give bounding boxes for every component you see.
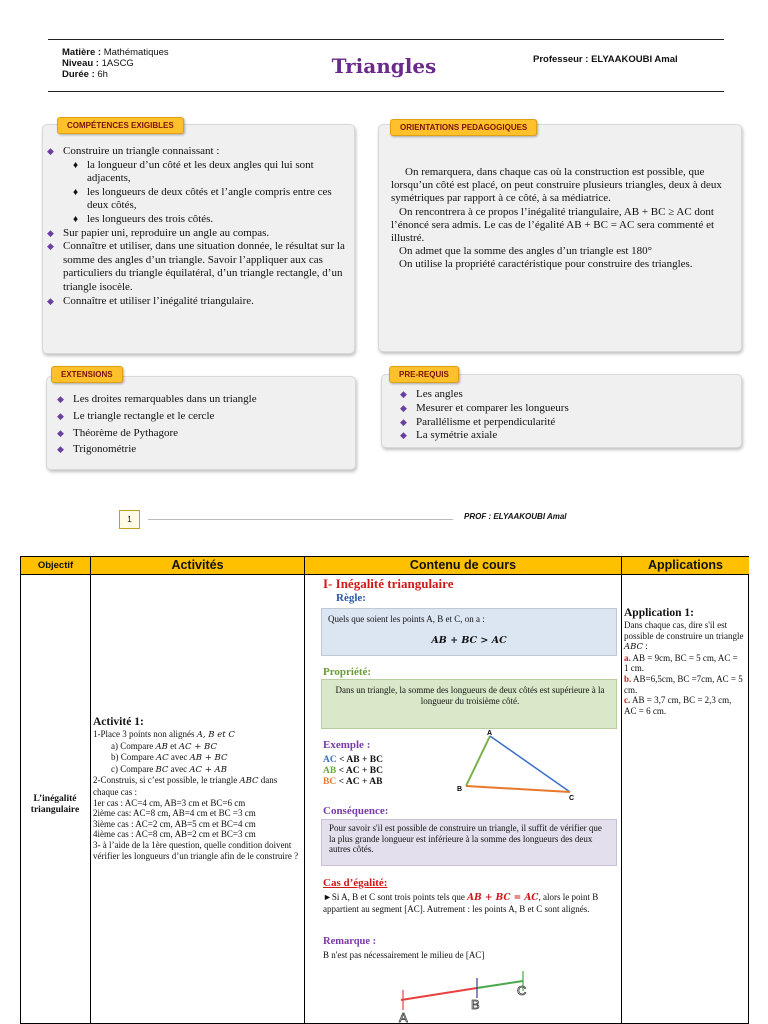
activity-question: 3- à l’aide de la 1ère question, quelle condition doivent vérifier les longueurs d’un triangle afin de le construire ? [93,839,299,861]
header-bottom-rule [48,91,724,92]
activity-line: 2-Construis, si c’est possible, le triangle [93,775,240,786]
prerequis-box [381,374,742,448]
orientation-paragraph: On remarquera, dans chaque cas où la construction est possible, que lorsqu’un côté est placé, on peut construire plusieurs triangles, deux à deux symétriques par rapport à ce côté, à sa médiatrice. [391,166,722,205]
activity-line: c) Compare [111,763,156,774]
segment-ab [401,988,477,1000]
activity-line: avec [168,763,190,774]
propriete-title: Propriété: [323,666,372,678]
application-math: ABC [624,642,644,653]
side-bc [466,786,570,792]
consequence-title: Conséquence: [323,805,389,817]
application-title: Application 1: [624,607,694,619]
application-block [624,607,744,716]
egalite-text [323,892,616,914]
extension-item: ◆ Théorème de Pythagore [55,425,345,442]
header-top-rule [48,39,724,40]
competence-item: ◆ Connaître et utiliser l’inégalité triangulaire. [45,295,345,309]
competence-subitem: ♦ les longueurs des trois côtés. [67,213,345,227]
point-label: A [399,1010,408,1024]
aligned-points-figure [395,962,550,1024]
vertex-label: C [569,795,575,802]
orientations-box [378,124,742,352]
point-label: B [471,997,480,1012]
orientation-paragraph: On utilise la propriété caractéristique pour construire des triangles. [399,258,693,271]
application-intro: Dans chaque cas, dire s'il est possible de construire un triangle [624,620,744,641]
orientation-paragraph: On admet que la somme des angles d’un triangle est 180° [399,245,653,258]
activity-block [93,716,301,861]
application-case-label: a. [624,652,631,663]
footer-professor: PROF : ELYAAKOUBI Amal [464,512,567,521]
regle-text: Quels que soient les points A, B et C, on a : [328,614,485,624]
egalite-line: ►Si A, B et C sont trois points tels que [323,892,468,902]
propriete-box [321,679,617,729]
regle-formula: AB + BC > AC [431,635,507,646]
footer-rule [148,519,453,520]
regle-box [321,608,617,656]
competence-item: ◆ Construire un triangle connaissant : ♦ la longueur d’un côté et les deux angles qui lui sont adjacents, ♦ les longueurs de deux côtés et l’angle compris entre ces deux côtés, ♦ les longueurs des trois côtés. [45,145,345,227]
activity-math: AC + BC [178,741,217,752]
egalite-line: , alors le point B appartient au segment [AC]. Autrement : les points A, B et C sont alignés. [323,892,599,914]
consequence-text: Pour savoir s'il est possible de construire un triangle, il suffit de vérifier que la plus grande longueur est inférieure à la somme des longueurs des deux autres côtés. [329,823,602,855]
activity-line: avec [168,752,190,763]
example-side: AB [323,766,337,776]
exemple-list [323,755,383,788]
example-inequality: < AB + BC [336,755,383,765]
propriete-text: Dans un triangle, la somme des longueurs de deux côtés est supérieure à la longueur du troisième côté. [335,685,605,706]
egalite-formula: AB + BC = AC [467,893,539,903]
header-activites: Activités [91,557,305,575]
activity-math: ABC [239,776,259,787]
competence-subitem: ♦ les longueurs de deux côtés et l’angle compris entre ces deux côtés, [67,186,345,213]
competence-item: ◆ Connaître et utiliser, dans une situation donnée, le résultat sur la somme des angles d’un triangle. Savoir l’appliquer aux cas particuliers du triangle équilatéral, d’un triangle rectangle, d’un triangle isocèle. [45,240,345,294]
prerequis-item: ◆ La symétrie axiale [398,429,728,443]
activity-line: et [167,740,179,751]
matiere-value: Mathématiques [103,47,169,58]
activity-math: A, B et C [196,730,235,740]
application-case: AB=6,5cm, BC =7cm, AC = 5 cm. [624,673,743,695]
example-side: AC [323,755,337,765]
activity-case: 3ième cas : AC=2 cm, AB=5 cm et BC=4 cm [93,818,256,829]
page-title: Triangles [331,54,437,78]
activity-math: AB [155,741,168,752]
activity-line: a) Compare [111,740,156,751]
example-side: BC [323,777,337,787]
niveau-label: Niveau : [62,58,99,69]
activity-line: dans chaque cas : [93,775,278,797]
activity-line: 1-Place 3 points non alignés [93,729,197,739]
triangle-figure [452,728,582,802]
activity-math: BC [155,764,169,775]
header-contenu: Contenu de cours [305,557,622,575]
activity-case: 4ième cas : AC=8 cm, AB=2 cm et BC=3 cm [93,829,256,840]
vertex-label: B [457,786,463,793]
egalite-title: Cas d’égalité: [323,877,388,889]
objectif-text: L’inégalité triangulaire [30,794,80,815]
activity-math: AC + AB [189,764,227,775]
remarque-text: B n'est pas nécessairement le milieu de [AC] [323,950,485,960]
professor-name: Professeur : ELYAAKOUBI Amal [533,54,678,65]
matiere-label: Matière : [62,47,102,58]
competences-box [42,124,355,354]
application-intro: : [643,641,648,652]
extension-item: ◆ Trigonométrie [55,441,345,458]
example-inequality: < AC + BC [336,766,383,776]
activity-title: Activité 1: [93,716,144,728]
application-case: AB = 3,7 cm, BC = 2,3 cm, AC = 6 cm. [624,695,732,716]
side-ac [490,736,570,792]
exemple-title: Exemple : [323,739,371,751]
prerequis-item: ◆ Les angles [398,388,728,402]
extension-item: ◆ Les droites remarquables dans un triangle [55,391,345,408]
page-number: 1 [119,510,140,529]
extensions-tag: EXTENSIONS [51,366,123,383]
orientation-paragraph: On rencontrera à ce propos l’inégalité triangulaire, AB + BC ≥ AC dont l’énoncé sera admis. Le cas de l’égalité AB + BC = AC sera commenté et illustré. [391,205,715,245]
application-case: AB = 9cm, BC = 5 cm, AC = 1 cm. [624,652,738,674]
niveau-value: 1ASCG [101,58,134,69]
example-inequality: < AC + AB [336,777,383,787]
activity-case: 2ième cas: AC=8 cm, AB=4 cm et BC =3 cm [93,808,256,819]
application-case-label: c. [624,695,631,706]
section-title: I- Inégalité triangulaire [323,576,454,591]
duree-label: Durée : [62,69,95,80]
activity-case: 1er cas : AC=4 cm, AB=3 cm et BC=6 cm [93,797,246,808]
consequence-box [321,819,617,866]
prerequis-item: ◆ Parallélisme et perpendicularité [398,416,728,430]
activity-math: AC [156,753,169,764]
duree-value: 6h [97,69,108,80]
prerequis-tag: PRE-REQUIS [389,366,459,383]
extensions-box [46,376,356,470]
competence-item: ◆ Sur papier uni, reproduire un angle au compas. [45,227,345,241]
competence-subitem: ♦ la longueur d’un côté et les deux angles qui lui sont adjacents, [67,159,345,186]
activity-math: AB + BC [189,753,228,764]
side-ab [466,736,490,786]
vertex-label: A [487,730,493,737]
orientations-tag: ORIENTATIONS PEDAGOGIQUES [390,119,537,136]
remarque-title: Remarque : [323,936,377,947]
point-label: C [517,983,527,998]
application-case-label: b. [624,673,632,684]
activity-line: b) Compare [111,752,156,763]
extension-item: ◆ Le triangle rectangle et le cercle [55,408,345,425]
header-objectif: Objectif [21,557,91,575]
regle-title: Règle: [336,592,366,604]
prerequis-item: ◆ Mesurer et comparer les longueurs [398,402,728,416]
competences-tag: COMPÉTENCES EXIGIBLES [57,117,184,134]
header-applications: Applications [622,557,749,575]
